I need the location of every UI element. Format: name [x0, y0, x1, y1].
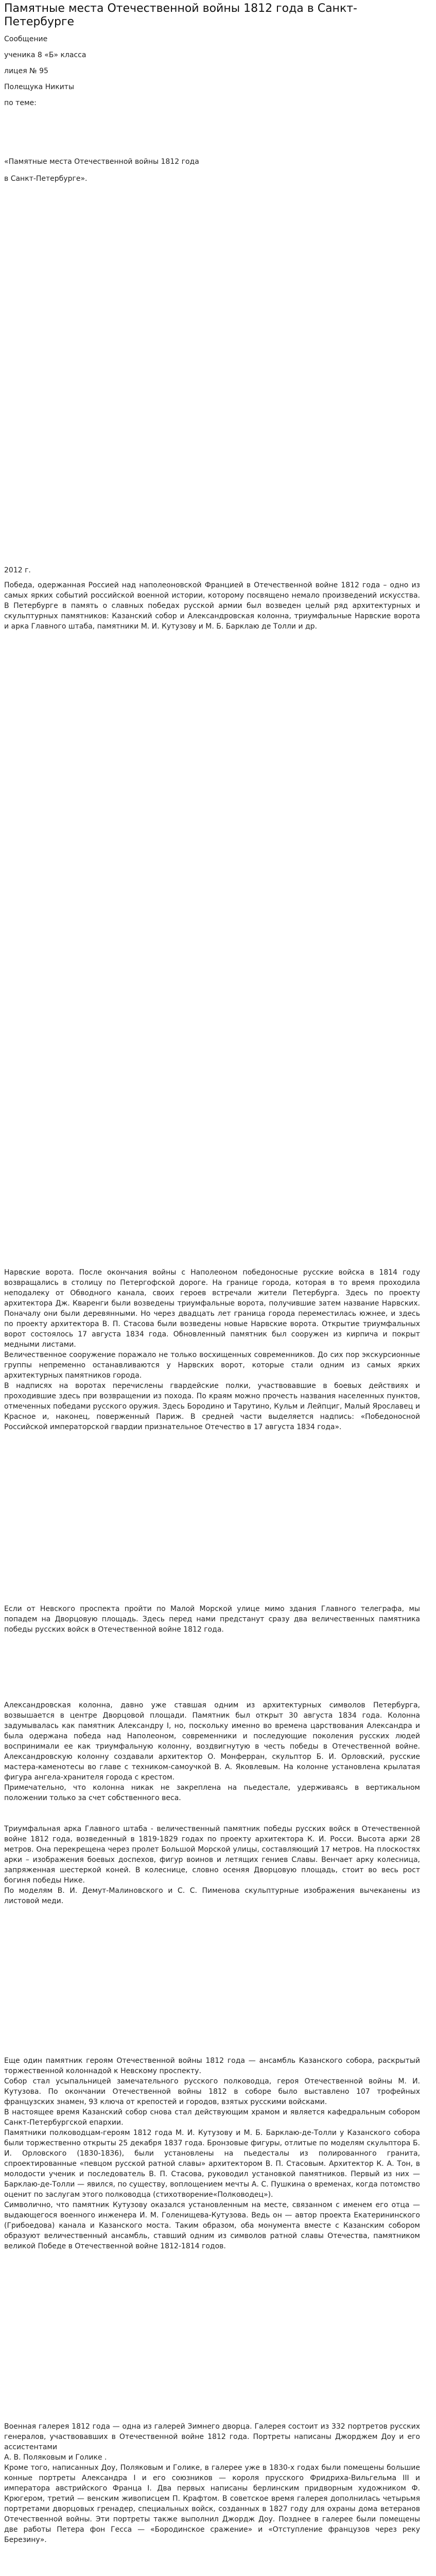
- section-alexander-column: [4, 1700, 420, 1803]
- meta-student: ученика 8 «Б» класса: [4, 51, 86, 59]
- paragraph: Триумфальная арка Главного штаба - величественный памятник победы русских войск в Отечественной войне 1812 года, возведенный в 1819-1829 годах по проекту архитектора К. И. Росси. Высота арки 28 метров. Она перекрещена через пролет Большой Морской улицы, составляющий 17 метров. На плоскостях арки – изображения боевых доспехов, фигур воинов и летящих гениев Славы. Венчает арку колесница, запряженная шестеркой коней. В колеснице, словно осеняя Дворцовую площадь, стоит во весь рост богиня победы Нике.: [4, 1825, 420, 1885]
- paragraph: Если от Невского проспекта пройти по Малой Морской улице мимо здания Главного телеграфа, мы попадем на Дворцовую площадь. Здесь перед нами предстанут сразу два величественных памятника победы русских войск в Отечественной войне 1812 года.: [4, 1605, 420, 1634]
- author-block: [4, 34, 436, 108]
- meta-school: лицея № 95: [4, 67, 48, 75]
- meta-author: Полещука Никиты: [4, 83, 75, 91]
- paragraph: Военная галерея 1812 года — одна из галерей Зимнего дворца. Галерея состоит из 332 портретов русских генералов, участвовавших в Отечественной войне 1812 года. Портреты написаны Джорджем Доу и его ассистентами: [4, 2422, 420, 2451]
- paragraph: Величественное сооружение поражало не только восхищенных современников. До сих пор экскурсионные группы непременно останавливаются у Нарвских ворот, которые стали одним из самых ярких архитектурных памятников города.: [4, 1351, 420, 1380]
- paragraph: Александровская колонна, давно уже ставшая одним из архитектурных символов Петербурга, возвышается в центре Дворцовой площади. Памятник был открыт 30 августа 1834 года. Колонна задумывалась как памятник Александру I, но, поскольку именно во времена царствования Александра и была одержана победа над Наполеоном, современники и последующие поколения русских людей воспринимали ее как триумфальную колонну, воздвигнутую в честь победы в Отечественной войне. Александровскую колонну создавали архитектор О. Монферран, скульптор Б. И. Орловский, русские мастера-каменотесы во главе с техником-самоучкой В. А. Яковлевым. На колонне установлена крылатая фигура ангела-хранителя города с крестом.: [4, 1701, 420, 1782]
- topic-line-1: «Памятные места Отечественной войны 1812 года: [4, 158, 199, 166]
- topic-line-2: в Санкт-Петербурге».: [4, 175, 88, 183]
- paragraph: В настоящее время Казанский собор снова стал действующим храмом и является кафедральным собором Санкт-Петербургской епархии.: [4, 2108, 420, 2127]
- paragraph: Символично, что памятник Кутузову оказался установленным на месте, связанном с именем его отца — выдающегося военного инженера И. М. Голенищева-Кутузова. Ведь он — автор проекта Екатерининского (Грибоедова) канала и Казанского моста. Таким образом, оба монумента вместе с Казанским собором образуют величественный ансамбль, ставший одним из символов ратной славы Отечества, памятником великой Победе в Отечественной войне 1812-1814 годов.: [4, 2201, 420, 2250]
- paragraph: По моделям В. И. Демут-Малиновского и С. С. Пименова скульптурные изображения вычеканены из листовой меди.: [4, 1887, 420, 1905]
- section-military-gallery: [4, 2421, 420, 2545]
- meta-genre: Сообщение: [4, 35, 48, 43]
- topic-block: [4, 157, 436, 184]
- meta-topic-label: по теме:: [4, 99, 37, 107]
- document-title: Памятные места Отечественной войны 1812 года в Санкт-Петербурге: [4, 2, 357, 28]
- paragraph: Памятники полководцам-героям 1812 года М. И. Кутузову и М. Б. Барклаю-де-Толли у Казанского собора были торжественно открыты 25 декабря 1837 года. Бронзовые фигуры, отлитые по моделям скульптора Б. И. Орловского (1830-1836), были установлены на пьедесталы из полированного гранита, спроектированные «певцом русской ратной славы» архитектором В. П. Стасовым. Архитектор К. А. Тон, в молодости ученик и последователь В. П. Стасова, руководил установкой памятников. Первый из них — Барклаю-де-Толли — явился, по существу, воплощением мечты А. С. Пушкина о временах, когда потомство оценит по заслугам этого полководца (стихотворение«Полководец»).: [4, 2129, 420, 2199]
- section-general-staff-arch: [4, 1824, 420, 1906]
- paragraph: Победа, одержанная Россией над наполеоновской Францией в Отечественной войне 1812 года – одно из самых ярких событий российской военной истории, которому посвящено немало произведений искусства. В Петербурге в память о славных победах русской армии был возведен целый ряд архитектурных и скульптурных памятников: Казанский собор и Александровская колонна, триумфальные Нарвские ворота и арка Главного штаба, памятники М. И. Кутузову и М. Б. Барклаю де Толли и др.: [4, 581, 420, 631]
- paragraph: Собор стал усыпальницей замечательного русского полководца, героя Отечественной войны М. И. Кутузова. По окончании Отечественной войны 1812 в соборе было выставлено 107 трофейных французских знамен, 93 ключа от крепостей и городов, взятых русскими войсками.: [4, 2077, 420, 2106]
- section-kazan-cathedral: [4, 2056, 420, 2251]
- paragraph: В надписях на воротах перечислены гвардейские полки, участвовавшие в боевых действиях и проходившие здесь при возвращении из похода. По краям можно прочесть названия населенных пунктов, отмеченных победами русского оружия. Здесь Бородино и Тарутино, Кульм и Лейпциг, Малый Ярославец и Красное и, наконец, поверженный Париж. В средней части выделяется надпись: «Победоносной Российской императорской гвардии признательное Отечество в 17 августа 1834 года».: [4, 1382, 420, 1431]
- section-palace-square: [4, 1604, 420, 1635]
- paragraph: Нарвские ворота. После окончания войны с Наполеоном победоносные русские войска в 1814 году возвращались в столицу по Петергофской дороге. На границе города, которая в то время проходила неподалеку от Обводного канала, своих героев встречали жители Петербурга. Здесь по проекту архитектора Дж. Кваренги были возведены триумфальные ворота, получившие затем название Нарвских. Поначалу они были деревянными. Но через двадцать лет граница города переместилась южнее, и здесь по проекту архитектора В. П. Стасова были возведены новые Нарвские ворота. Открытие триумфальных ворот состоялось 17 августа 1834 года. Обновленный памятник был сооружен из кирпича и покрыт медными листами.: [4, 1268, 420, 1349]
- section-intro: [4, 580, 420, 632]
- document-year: 2012 г.: [4, 566, 31, 574]
- paragraph: Еще один памятник героям Отечественной войны 1812 года — ансамбль Казанского собора, раскрытый торжественной колоннадой к Невскому проспекту.: [4, 2057, 420, 2075]
- paragraph: Примечательно, что колонна никак не закреплена на пьедестале, удерживаясь в вертикальном положении только за счет собственного веса.: [4, 1784, 420, 1802]
- section-narva-gates: [4, 1267, 420, 1432]
- paragraph: А. В. Поляковым и Голике .: [4, 2453, 107, 2462]
- paragraph: Кроме того, написанных Доу, Поляковым и Голике, в галерее уже в 1830-х годах были помещены большие конные портреты Александра I и его союзников — короля прусского Фридриха-Вильгельма III и императора австрийского Франца I. Два первых написаны берлинским придворным художником Ф. Крюгером, третий — венским живописцем П. Крафтом. В советское время галерея дополнилась четырьмя портретами дворцовых гренадер, специальных войск, созданных в 1827 году для охраны дома ветеранов Отечественной войны. Эти портреты также выполнил Джордж Доу. Позднее в галерее были помещены две работы Петера фон Гесса — «Бородинское сражение» и «Отступление французов через реку Березину».: [4, 2464, 420, 2544]
